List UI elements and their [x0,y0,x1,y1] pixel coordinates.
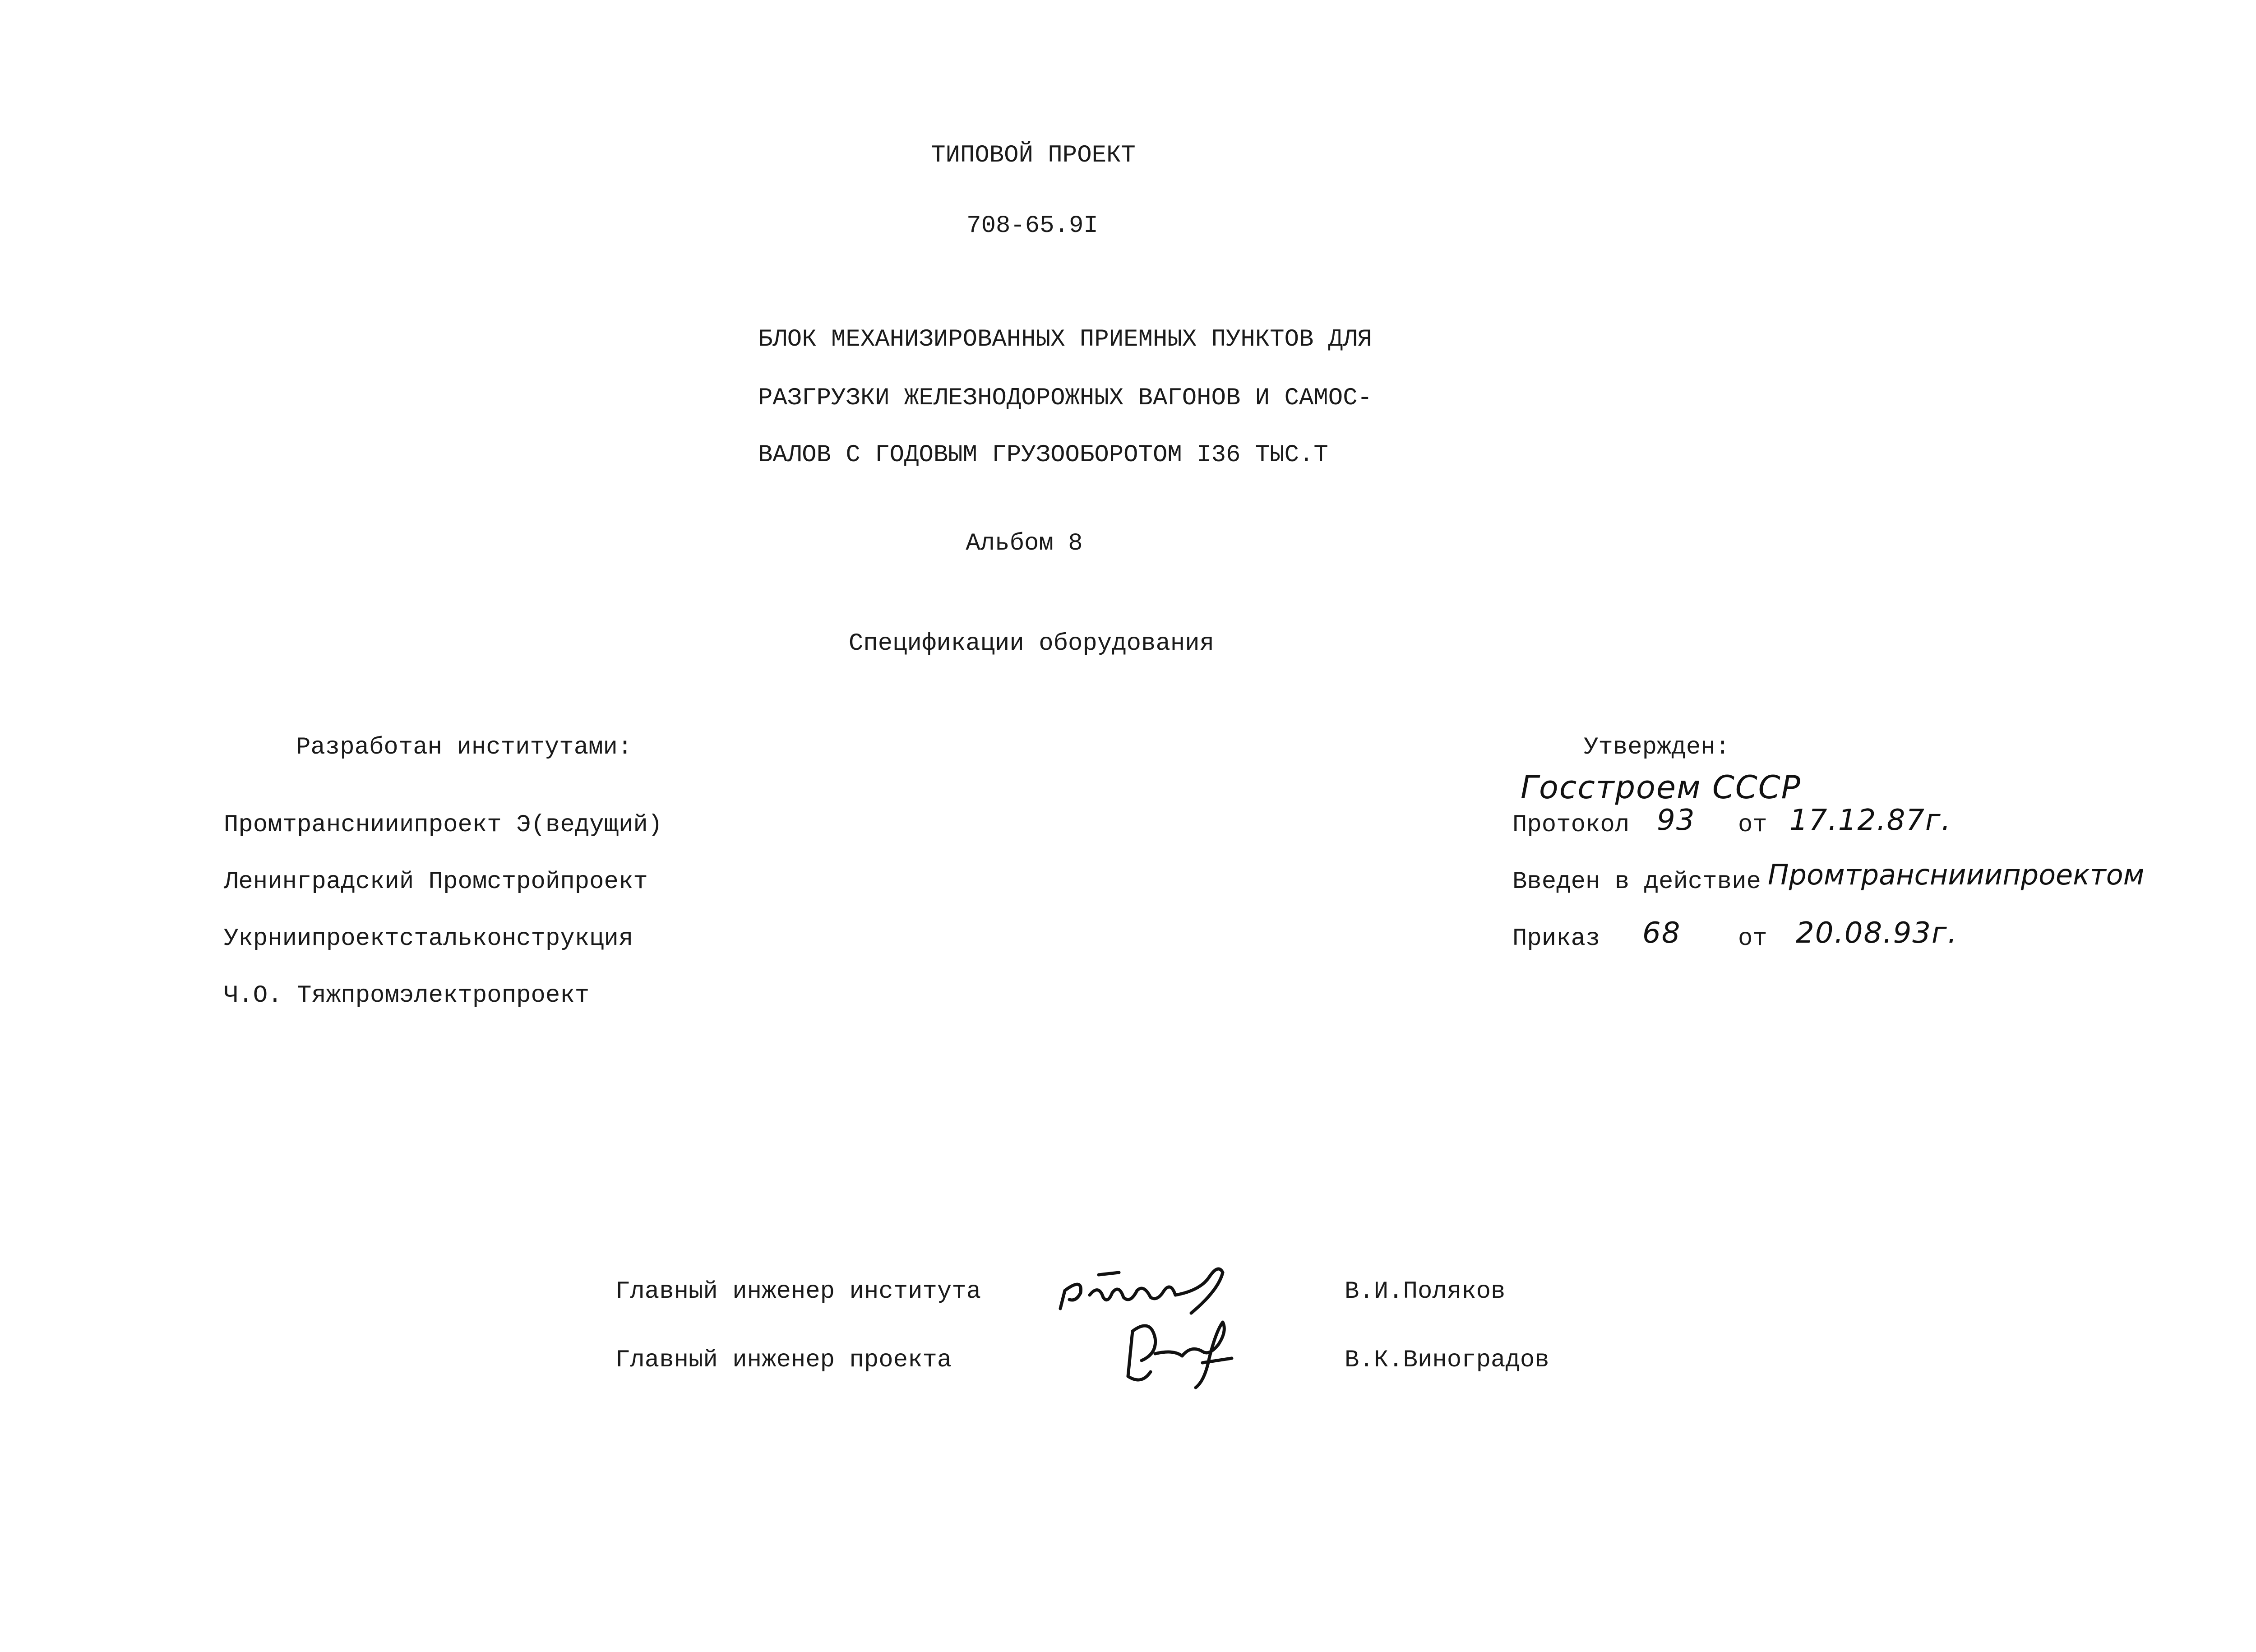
developer-item: Ленинградский Промстройпроект [224,868,648,896]
title-line-3: ВАЛОВ С ГОДОВЫМ ГРУЗООБОРОТОМ I36 ТЫС.Т [758,441,1328,469]
album-label: Альбом 8 [966,530,1083,557]
developer-item: Укрниипроектстальконструкция [224,925,633,953]
order-date: 20.08.93г. [1796,916,1958,950]
developer-item: Ч.О. Тяжпромэлектропроект [224,982,590,1009]
order-number: 68 [1642,916,1681,950]
title-line-1: БЛОК МЕХАНИЗИРОВАННЫХ ПРИЕМНЫХ ПУНКТОВ ДЛЯ [758,326,1373,353]
order-label: Приказ [1512,925,1600,953]
protocol-from-label: от [1738,811,1767,839]
signature-role: Главный инженер института [615,1278,981,1305]
signature-name: В.К.Виноградов [1345,1347,1549,1374]
album-subtitle: Спецификации оборудования [848,630,1215,657]
protocol-date: 17.12.87г. [1789,804,1951,837]
developers-heading: Разработан институтами: [296,734,633,761]
signature-role: Главный инженер проекта [615,1347,952,1374]
title-line-2: РАЗГРУЗКИ ЖЕЛЕЗНОДОРОЖНЫХ ВАГОНОВ И САМОС- [758,384,1373,412]
approved-by-handwritten: Госстроем СССР [1521,769,1801,806]
signature-chief-project [1114,1313,1250,1390]
enacted-label: Введен в действие [1512,868,1761,896]
document-type: ТИПОВОЙ ПРОЕКТ [931,142,1136,169]
protocol-number: 93 [1657,804,1696,837]
approval-heading: Утвержден: [1584,734,1730,761]
signature-chief-institute [1056,1259,1290,1318]
signature-name: В.И.Поляков [1345,1278,1506,1305]
developer-item: Промтранснииипроект Э(ведущий) [224,811,663,839]
order-from-label: от [1738,925,1767,953]
project-number: 708-65.9I [966,212,1098,240]
enacted-by: Промтранснииипроектом [1768,858,2145,891]
protocol-label: Протокол [1512,811,1630,839]
